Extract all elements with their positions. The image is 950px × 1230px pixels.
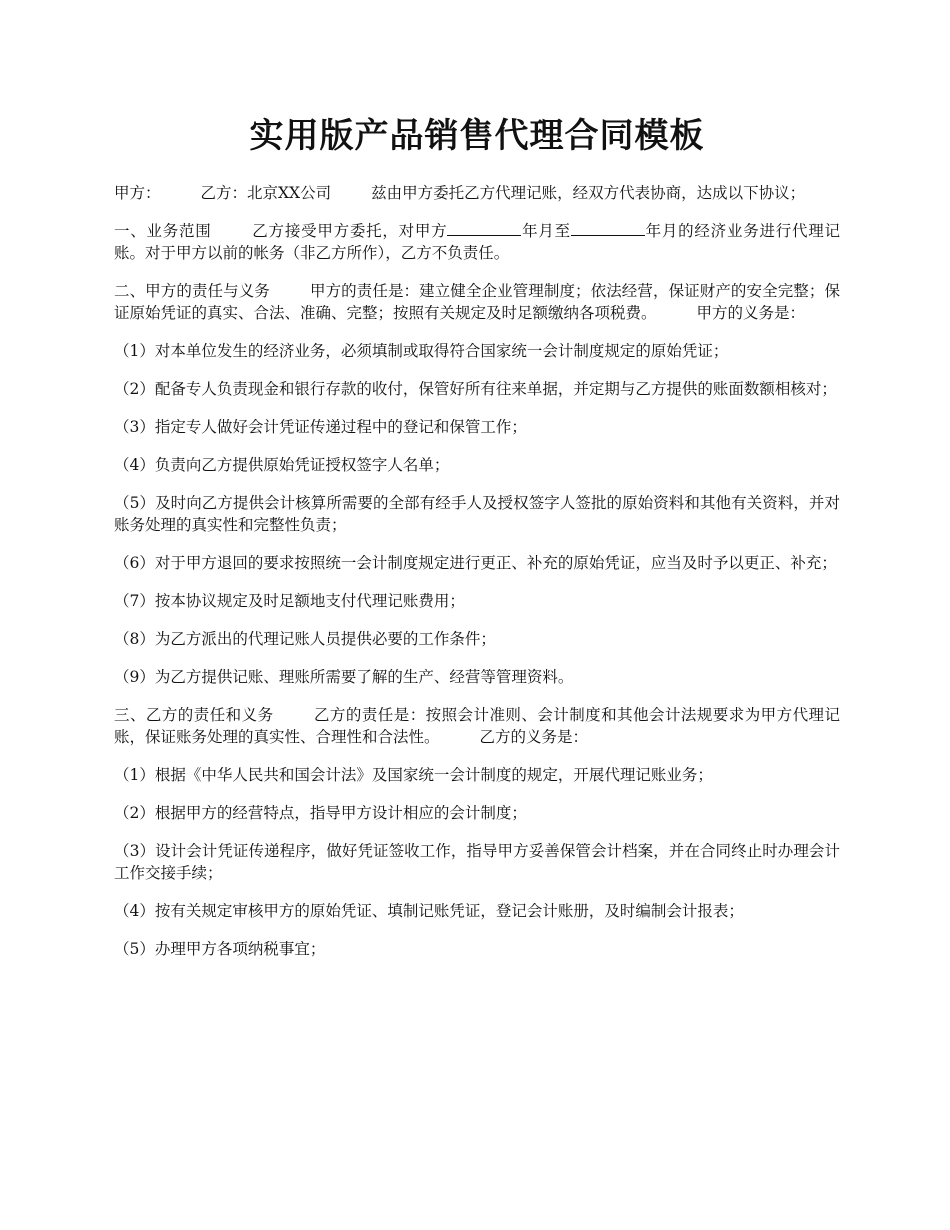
section2-item: （5）及时向乙方提供会计核算所需要的全部有经手人及授权签字人签批的原始资料和其他有关资料，并对账务处理的真实性和完整性负责；: [114, 494, 840, 534]
intro-paragraph: [114, 182, 840, 204]
section2-heading: 二、甲方的责任与义务: [114, 282, 270, 300]
date-blank-end: [571, 220, 645, 236]
section2-item: （2）配备专人负责现金和银行存款的收付，保管好所有往来单据，并定期与乙方提供的账面数额相核对；: [114, 380, 837, 398]
section2-item: （4）负责向乙方提供原始凭证授权签字人名单；: [114, 456, 450, 474]
section3-paragraph: [114, 704, 840, 748]
section1-text-a: 乙方接受甲方委托，对甲方: [251, 222, 448, 240]
section2-item: （7）按本协议规定及时足额地支付代理记账费用；: [114, 592, 465, 610]
section3-item: （1）根据《中华人民共和国会计法》及国家统一会计制度的规定，开展代理记账业务；: [114, 766, 713, 784]
document-title: 实用版产品销售代理合同模板: [249, 116, 705, 156]
section2-item: （1）对本单位发生的经济业务，必须填制或取得符合国家统一会计制度规定的原始凭证；: [114, 342, 729, 360]
section2-responsibility: 甲方的责任是：建立健全企业管理制度；依法经营，保证财产的安全完整；保证原始凭证的真实、合法、准确、完整；按照有关规定及时足额缴纳各项税费。: [114, 282, 840, 322]
section3-item: （4）按有关规定审核甲方的原始凭证、填制记账凭证，登记会计账册，及时编制会计报表；: [114, 902, 744, 920]
section2-paragraph: [114, 280, 840, 324]
section2-item: （8）为乙方派出的代理记账人员提供必要的工作条件；: [114, 630, 496, 648]
section3-item: （5）办理甲方各项纳税事宜；: [114, 940, 326, 958]
section1-heading: 一、业务范围: [114, 222, 212, 240]
section3-responsibility: 乙方的责任是：按照会计准则、会计制度和其他会计法规要求为甲方代理记账，保证账务处理的真实性、合理性和合法性。: [114, 706, 840, 746]
section3-heading: 三、乙方的责任和义务: [114, 706, 274, 724]
date-blank-start: [447, 220, 521, 236]
section1-text-b: 年月至: [521, 222, 571, 240]
party-a-label: 甲方：: [114, 184, 161, 202]
section3-item: （2）根据甲方的经营特点，指导甲方设计相应的会计制度；: [114, 804, 527, 822]
section2-item: （6）对于甲方退回的要求按照统一会计制度规定进行更正、补充的原始凭证，应当及时予以更正、补充；: [114, 554, 837, 572]
intro-text: 兹由甲方委托乙方代理记账，经双方代表协商，达成以下协议；: [371, 184, 806, 202]
section3-duty-label: 乙方的义务是：: [479, 728, 589, 746]
section3-item: （3）设计会计凭证传递程序，做好凭证签收工作，指导甲方妥善保管会计档案，并在合同终止时办理会计工作交接手续；: [114, 842, 840, 882]
section2-item: （9）为乙方提供记账、理账所需要了解的生产、经营等管理资料。: [114, 668, 574, 686]
section2-item: （3）指定专人做好会计凭证传递过程中的登记和保管工作；: [114, 418, 527, 436]
section1-text-c: 年月的经济业务进行代理记账。对于甲方以前的帐务（非乙方所作），乙方不负责任。: [114, 222, 840, 262]
section2-duty-label: 甲方的义务是：: [696, 304, 806, 322]
party-b-label: 乙方：北京XX公司: [200, 184, 332, 202]
section1-paragraph: [114, 220, 840, 264]
